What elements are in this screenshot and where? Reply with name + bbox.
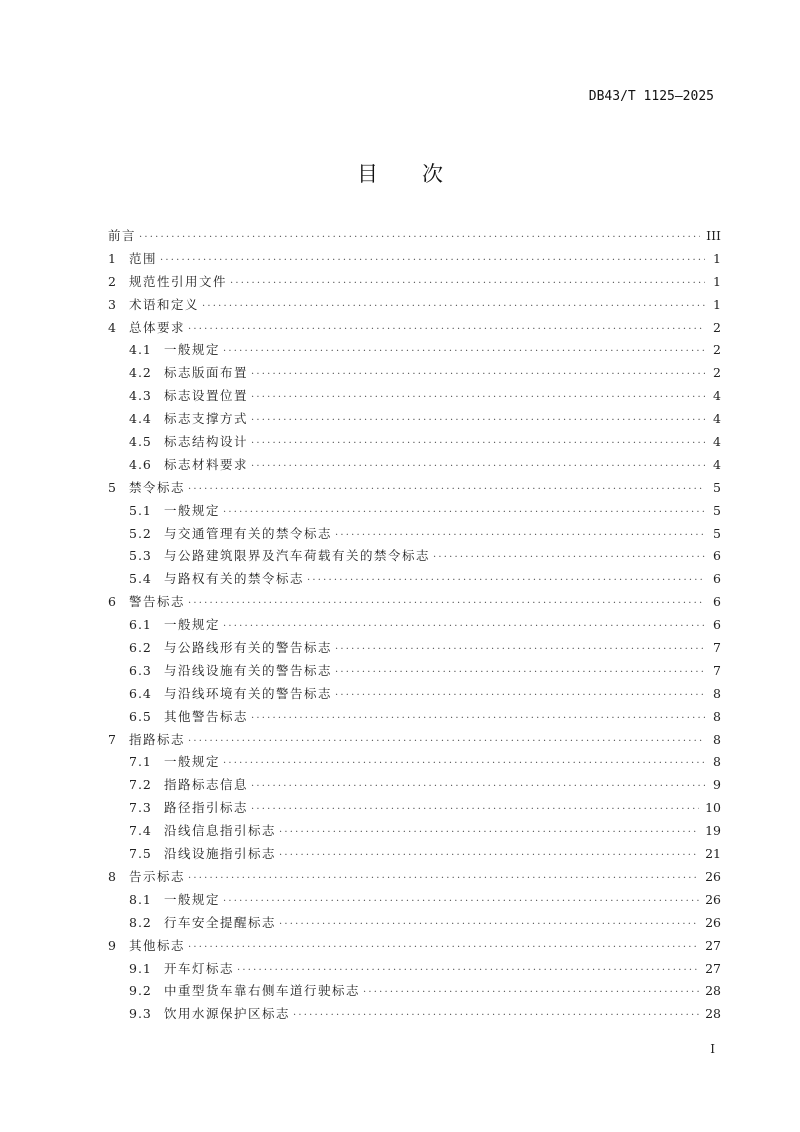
toc-entry-page: 2 [713,365,721,381]
toc-entry[interactable] [108,477,721,500]
toc-entry-page: 8 [713,708,721,724]
toc-entry-label: 指路标志信息 [164,777,249,793]
toc-entry-page: III [706,228,721,243]
toc-entry-page: 26 [705,914,721,930]
toc-entry-label: 标志版面布置 [164,365,249,381]
toc-entry-label: 标志支撑方式 [164,411,249,427]
dot-leader [188,479,705,502]
toc-entry-page: 1 [713,273,721,289]
toc-entry-page: 26 [705,891,721,907]
toc-entry[interactable] [108,683,721,706]
dot-leader [335,525,705,548]
toc-entry-label: 路径指引标志 [164,800,249,816]
toc-entry-label: 禁令标志 [129,479,186,495]
toc-entry-number: 7.1 [129,754,152,770]
dot-leader [433,547,705,570]
dot-leader [251,708,705,731]
toc-entry-number: 7.4 [129,823,152,839]
dot-leader [251,364,705,387]
toc-entry-page: 8 [713,754,721,770]
dot-leader [139,227,700,250]
dot-leader [223,891,699,914]
toc-entry-label: 标志设置位置 [164,388,249,404]
toc-entry-label: 一般规定 [164,342,221,358]
toc-entry-number: 7.5 [129,846,152,862]
toc-entry[interactable] [108,385,721,408]
toc-entry-label: 术语和定义 [129,296,200,312]
toc-entry-page: 6 [713,617,721,633]
document-code: DB43/T 1125—2025 [588,89,714,104]
toc-entry-number: 5.3 [129,548,152,564]
toc-entry-label: 标志结构设计 [164,434,249,450]
page-title [0,158,800,188]
toc-entry-label: 行车安全提醒标志 [164,914,277,930]
dot-leader [188,937,699,960]
toc-entry-number: 1 [108,250,116,266]
toc-entry[interactable] [108,339,721,362]
toc-entry-number: 7 [108,731,116,747]
toc-entry-page: 8 [713,731,721,747]
toc-entry[interactable] [108,454,721,477]
toc-entry-label: 沿线信息指引标志 [164,823,277,839]
toc-entry-page: 4 [713,388,721,404]
toc-entry[interactable] [108,362,721,385]
toc-entry[interactable] [108,568,721,591]
dot-leader [307,570,705,593]
toc-entry-label: 一般规定 [164,617,221,633]
page-number: I [710,1042,715,1056]
dot-leader [237,960,699,983]
dot-leader [363,982,699,1005]
dot-leader [335,639,705,662]
toc-entry-label: 与沿线环境有关的警告标志 [164,685,333,701]
dot-leader [251,410,705,433]
table-of-contents [108,225,721,1026]
toc-entry[interactable] [108,637,721,660]
toc-entry[interactable] [108,294,721,317]
toc-entry-label: 与路权有关的禁令标志 [164,571,305,587]
toc-entry-label: 前言 [108,228,137,243]
toc-entry[interactable] [108,591,721,614]
toc-entry-label: 一般规定 [164,502,221,518]
dot-leader [223,616,705,639]
toc-entry-label: 与公路建筑限界及汽车荷载有关的禁令标志 [164,548,431,564]
toc-entry-page: 10 [705,800,721,816]
title-char-1: 目 [357,162,378,186]
toc-entry-page: 1 [713,250,721,266]
toc-entry-number: 8.1 [129,891,152,907]
toc-entry-number: 4.5 [129,434,152,450]
toc-entry-page: 7 [713,640,721,656]
toc-entry-page: 4 [713,456,721,472]
toc-entry[interactable] [108,248,721,271]
toc-entry-page: 27 [705,937,721,953]
dot-leader [223,341,705,364]
toc-entry[interactable] [108,958,721,981]
toc-entry-number: 6.1 [129,617,152,633]
toc-entry-number: 4.4 [129,411,152,427]
toc-entry-label: 总体要求 [129,319,186,335]
toc-entry-number: 9.2 [129,983,152,999]
dot-leader [251,456,705,479]
toc-entry-page: 6 [713,548,721,564]
toc-entry-number: 4.3 [129,388,152,404]
toc-entry-number: 3 [108,296,116,312]
title-char-2: 次 [422,162,443,186]
toc-entry[interactable] [108,317,721,340]
dot-leader [279,845,699,868]
toc-entry[interactable] [108,935,721,958]
toc-entry-page: 4 [713,411,721,427]
toc-entry-page: 2 [713,342,721,358]
dot-leader [230,273,705,296]
toc-entry-number: 6 [108,594,116,610]
dot-leader [223,753,705,776]
toc-entry-number: 5.2 [129,525,152,541]
toc-entry-number: 4.6 [129,456,152,472]
toc-entry[interactable] [108,866,721,889]
toc-entry[interactable] [108,912,721,935]
toc-entry[interactable] [108,889,721,912]
dot-leader [188,593,705,616]
toc-entry-number: 6.2 [129,640,152,656]
toc-entry-page: 21 [705,846,721,862]
toc-entry-page: 2 [713,319,721,335]
toc-entry-number: 6.3 [129,662,152,678]
dot-leader [188,731,705,754]
toc-entry-page: 6 [713,594,721,610]
toc-entry-number: 6.4 [129,685,152,701]
toc-entry-label: 其他警告标志 [164,708,249,724]
toc-entry-label: 警告标志 [129,594,186,610]
toc-entry-page: 1 [713,296,721,312]
toc-entry-page: 26 [705,868,721,884]
toc-entry-label: 与交通管理有关的禁令标志 [164,525,333,541]
toc-entry-page: 5 [713,479,721,495]
toc-entry-number: 9.1 [129,960,152,976]
toc-entry-page: 6 [713,571,721,587]
toc-entry[interactable] [108,225,721,248]
toc-entry-number: 5.1 [129,502,152,518]
toc-entry-label: 规范性引用文件 [129,273,228,289]
toc-entry-label: 指路标志 [129,731,186,747]
toc-entry[interactable] [108,614,721,637]
dot-leader [160,250,705,273]
toc-entry-label: 一般规定 [164,891,221,907]
toc-entry-page: 27 [705,960,721,976]
dot-leader [335,662,705,685]
toc-entry-number: 8.2 [129,914,152,930]
toc-entry[interactable] [108,843,721,866]
toc-entry-number: 9 [108,937,116,953]
toc-entry-number: 9.3 [129,1006,152,1022]
toc-entry-number: 5.4 [129,571,152,587]
toc-entry[interactable] [108,774,721,797]
toc-entry-number: 7.2 [129,777,152,793]
toc-entry-label: 与公路线形有关的警告标志 [164,640,333,656]
dot-leader [293,1005,699,1028]
toc-entry[interactable] [108,820,721,843]
toc-entry[interactable] [108,408,721,431]
toc-entry-page: 8 [713,685,721,701]
dot-leader [251,776,705,799]
toc-entry-number: 4 [108,319,116,335]
dot-leader [188,319,705,342]
toc-entry-label: 告示标志 [129,868,186,884]
toc-entry-label: 中重型货车靠右侧车道行驶标志 [164,983,361,999]
dot-leader [251,433,705,456]
toc-entry-label: 范围 [129,250,158,266]
toc-entry-label: 一般规定 [164,754,221,770]
toc-entry[interactable] [108,523,721,546]
toc-entry-number: 4.1 [129,342,152,358]
toc-entry-number: 5 [108,479,116,495]
toc-entry-label: 与沿线设施有关的警告标志 [164,662,333,678]
dot-leader [251,799,699,822]
toc-entry[interactable] [108,797,721,820]
toc-entry[interactable] [108,271,721,294]
toc-entry[interactable] [108,545,721,568]
toc-entry-number: 4.2 [129,365,152,381]
toc-entry-page: 7 [713,662,721,678]
toc-entry-label: 沿线设施指引标志 [164,846,277,862]
toc-entry-page: 19 [705,823,721,839]
dot-leader [279,822,699,845]
toc-entry-number: 6.5 [129,708,152,724]
toc-entry-number: 8 [108,868,116,884]
toc-entry-page: 9 [713,777,721,793]
toc-entry-label: 其他标志 [129,937,186,953]
toc-entry[interactable] [108,751,721,774]
toc-entry-page: 28 [705,983,721,999]
dot-leader [223,502,705,525]
toc-entry-label: 饮用水源保护区标志 [164,1006,291,1022]
dot-leader [279,914,699,937]
toc-entry[interactable] [108,980,721,1003]
toc-entry[interactable] [108,431,721,454]
dot-leader [251,387,705,410]
dot-leader [188,868,699,891]
toc-entry-number: 7.3 [129,800,152,816]
toc-entry[interactable] [108,500,721,523]
toc-entry-page: 5 [713,502,721,518]
toc-entry-label: 开车灯标志 [164,960,235,976]
dot-leader [335,685,705,708]
toc-entry-page: 5 [713,525,721,541]
toc-entry-number: 2 [108,273,116,289]
toc-entry[interactable] [108,729,721,752]
toc-entry-page: 28 [705,1006,721,1022]
toc-entry-page: 4 [713,434,721,450]
toc-entry[interactable] [108,1003,721,1026]
toc-entry-label: 标志材料要求 [164,456,249,472]
dot-leader [202,296,705,319]
toc-entry[interactable] [108,706,721,729]
toc-entry[interactable] [108,660,721,683]
